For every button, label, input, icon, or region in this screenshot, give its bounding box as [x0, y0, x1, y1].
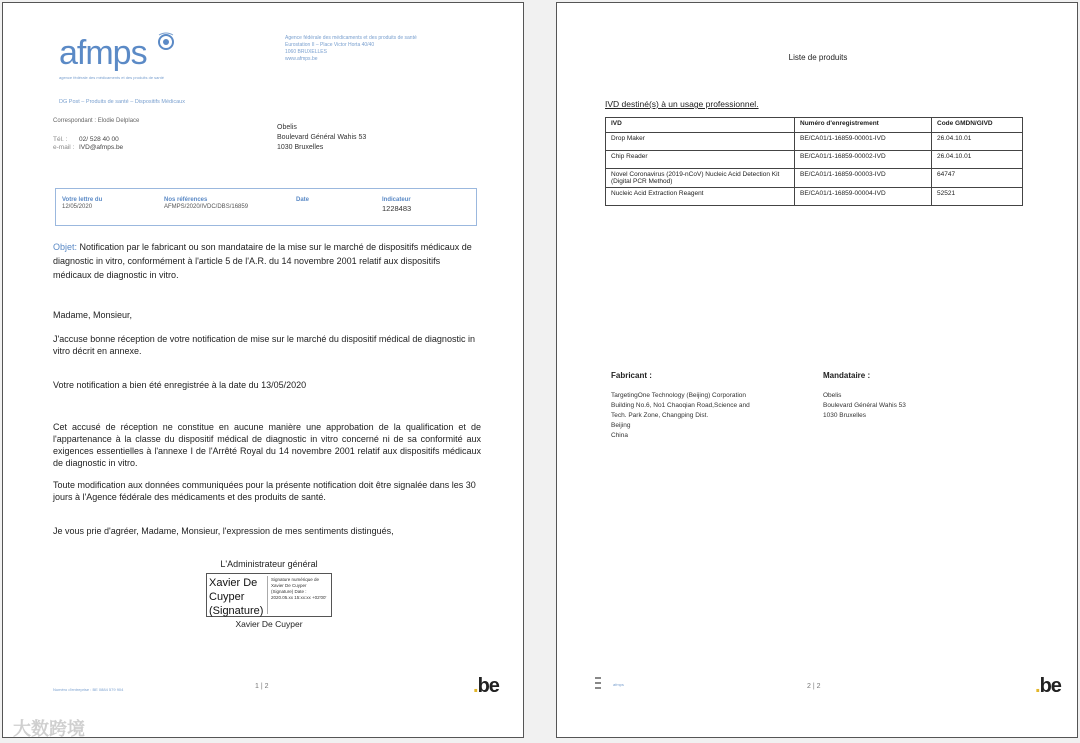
tel-value: 02/ 528 40 00: [79, 136, 119, 143]
manufacturer-label: Fabricant :: [611, 371, 652, 380]
table-row: [606, 133, 1023, 151]
be-logo-dot: .: [1035, 675, 1040, 697]
signature-block: [199, 559, 339, 629]
column-header: IVD: [606, 118, 795, 133]
manufacturer-line: Tech. Park Zone, Changping Dist.: [611, 412, 709, 419]
recipient-city: 1030 Bruxelles: [277, 144, 324, 151]
column-header: Code GMDN/GIVD: [932, 118, 1023, 133]
afmps-emblem-icon: [155, 31, 177, 53]
ref-label: Nos références: [164, 197, 208, 203]
be-logo-dot: .: [473, 675, 478, 697]
agency-address: [285, 35, 485, 63]
agency-line: Eurostation II – Place Victor Horta 40/40: [285, 42, 375, 48]
paragraph-receipt: J'accuse bonne réception de votre notification de mise sur le marché du dispositif médical de diagnostic in vitro décrit en annexe.: [53, 334, 475, 356]
ref-value: 1228483: [382, 204, 412, 213]
ref-value: 12/05/2020: [62, 204, 93, 210]
afmps-logo: [59, 33, 164, 80]
recipient-name: Obelis: [277, 124, 297, 131]
table-cell: 52521: [932, 188, 1023, 206]
ref-label: Date: [296, 197, 310, 203]
ref-indicator: [382, 197, 411, 213]
page-number: 2 | 2: [807, 683, 821, 690]
mandatary-line: Boulevard Général Wahis 53: [823, 402, 906, 409]
manufacturer-block: [611, 371, 816, 441]
manufacturer-line: TargetingOne Technology (Beijing) Corporation: [611, 392, 747, 399]
contact-info: [53, 136, 123, 152]
table-cell: 64747: [932, 169, 1023, 188]
paragraph-modifications: Toute modification aux données communiquées pour la présente notification doit être signalée dans les 30 jours à l'Agence fédérale des médicaments et des produits de santé.: [53, 480, 476, 502]
mandatary-block: [823, 371, 983, 421]
table-cell: 26.04.10.01: [932, 151, 1023, 169]
signature-details: Signature numérique de Xavier De Cuyper (Signature) Date : 2020.05.xx 15:xx:xx +02'00': [271, 577, 327, 600]
reference-box: [55, 188, 477, 226]
email-value: IVD@afmps.be: [79, 144, 124, 151]
product-table: [605, 117, 1023, 206]
table-cell: Chip Reader: [606, 151, 795, 169]
table-cell: Drop Maker: [606, 133, 795, 151]
salutation: Madame, Monsieur,: [53, 310, 133, 320]
ref-label: Votre lettre du: [62, 197, 103, 203]
table-row: [606, 188, 1023, 206]
footer-brand: afmps: [613, 682, 624, 687]
table-cell: BE/CA01/1-16859-00001-IVD: [795, 133, 932, 151]
signer-name: Xavier De Cuyper: [235, 619, 303, 629]
paragraph-registered: Votre notification a bien été enregistrée à la date du 13/05/2020: [53, 380, 307, 390]
column-header: Numéro d'enregistrement: [795, 118, 932, 133]
manufacturer-line: Beijing: [611, 422, 631, 429]
paragraph-closing: Je vous prie d'agréer, Madame, Monsieur, l'expression de mes sentiments distingués,: [53, 526, 394, 536]
dg-department: DG Post – Produits de santé – Dispositifs Médicaux: [59, 99, 185, 105]
ref-date: [296, 197, 309, 204]
letter-page-1: [2, 2, 524, 738]
mandatary-line: Obelis: [823, 392, 842, 399]
table-header-row: [606, 118, 1023, 133]
paragraph-disclaimer: Cet accusé de réception ne constitue en aucune manière une approbation de la qualification et de l'appartenance à la classe du dispositif médical de diagnostic in vitro concerné ni de sa conformité aux exigences essentielles à l'annexe I de l'Arrêté Royal du 14 novembre 2001 relatif aux dispositifs médicaux de diagnostic in vitro.: [53, 422, 481, 468]
tel-label: Tél. :: [53, 136, 68, 143]
letter-page-2: [556, 2, 1078, 738]
agency-website: www.afmps.be: [285, 56, 318, 62]
table-cell: 26.04.10.01: [932, 133, 1023, 151]
logo-text: afmps: [59, 34, 147, 72]
signature-divider: [267, 576, 268, 614]
company-number: Numéro d'entreprise : BE 0884 579 904: [53, 687, 124, 692]
email-label: e-mail :: [53, 144, 75, 151]
subject: [53, 240, 481, 282]
be-logo: [473, 675, 499, 698]
logo-tagline: agence fédérale des médicaments et des produits de santé: [59, 75, 164, 80]
page-title: Liste de produits: [788, 53, 848, 62]
be-logo: [1035, 675, 1061, 698]
watermark: 大数跨境: [13, 719, 85, 738]
subject-label: Objet:: [53, 242, 78, 252]
mandatary-line: 1030 Bruxelles: [823, 412, 866, 419]
ref-label: Indicateur: [382, 197, 411, 203]
mandatary-label: Mandataire :: [823, 371, 871, 380]
table-row: [606, 169, 1023, 188]
afmps-footer-icon: [595, 677, 601, 689]
page-number: 1 | 2: [255, 683, 269, 690]
be-logo-text: be: [477, 675, 499, 697]
subject-text: Notification par le fabricant ou son mandataire de la mise sur le marché de dispositifs médicaux de diagnostic in vitro, conformément à l'article 5 de l'A.R. du 14 novembre 2001 relatif aux dispositifs médicaux de diagnostic in vitro.: [53, 242, 472, 280]
table-row: [606, 151, 1023, 169]
signer-title: L'Administrateur général: [220, 559, 318, 569]
agency-line: Agence fédérale des médicaments et des produits de santé: [285, 35, 417, 41]
recipient-address: [277, 123, 366, 153]
ref-our-references: [164, 197, 248, 210]
ref-value: AFMPS/2020/IVDC/DBS/16859: [164, 204, 249, 210]
be-logo-text: be: [1039, 675, 1061, 697]
table-cell: BE/CA01/1-16859-00004-IVD: [795, 188, 932, 206]
table-heading: IVD destiné(s) à un usage professionnel.: [605, 99, 759, 109]
table-cell: Nucleic Acid Extraction Reagent: [606, 188, 795, 206]
ref-your-letter: [62, 197, 102, 210]
digital-signature-box: [206, 573, 332, 617]
signature-name-large: Xavier De Cuyper (Signature): [209, 577, 264, 617]
agency-line: 1060 BRUXELLES: [285, 49, 327, 55]
manufacturer-line: China: [611, 432, 628, 439]
manufacturer-line: Building No.6, No1 Chaoqian Road,Science and: [611, 402, 750, 409]
correspondent: Correspondant : Elodie Delplace: [53, 118, 140, 124]
table-cell: Novel Coronavirus (2019-nCoV) Nucleic Acid Detection Kit (Digital PCR Method): [606, 169, 795, 188]
table-cell: BE/CA01/1-16859-00002-IVD: [795, 151, 932, 169]
recipient-street: Boulevard Général Wahis 53: [277, 134, 367, 141]
table-cell: BE/CA01/1-16859-00003-IVD: [795, 169, 932, 188]
